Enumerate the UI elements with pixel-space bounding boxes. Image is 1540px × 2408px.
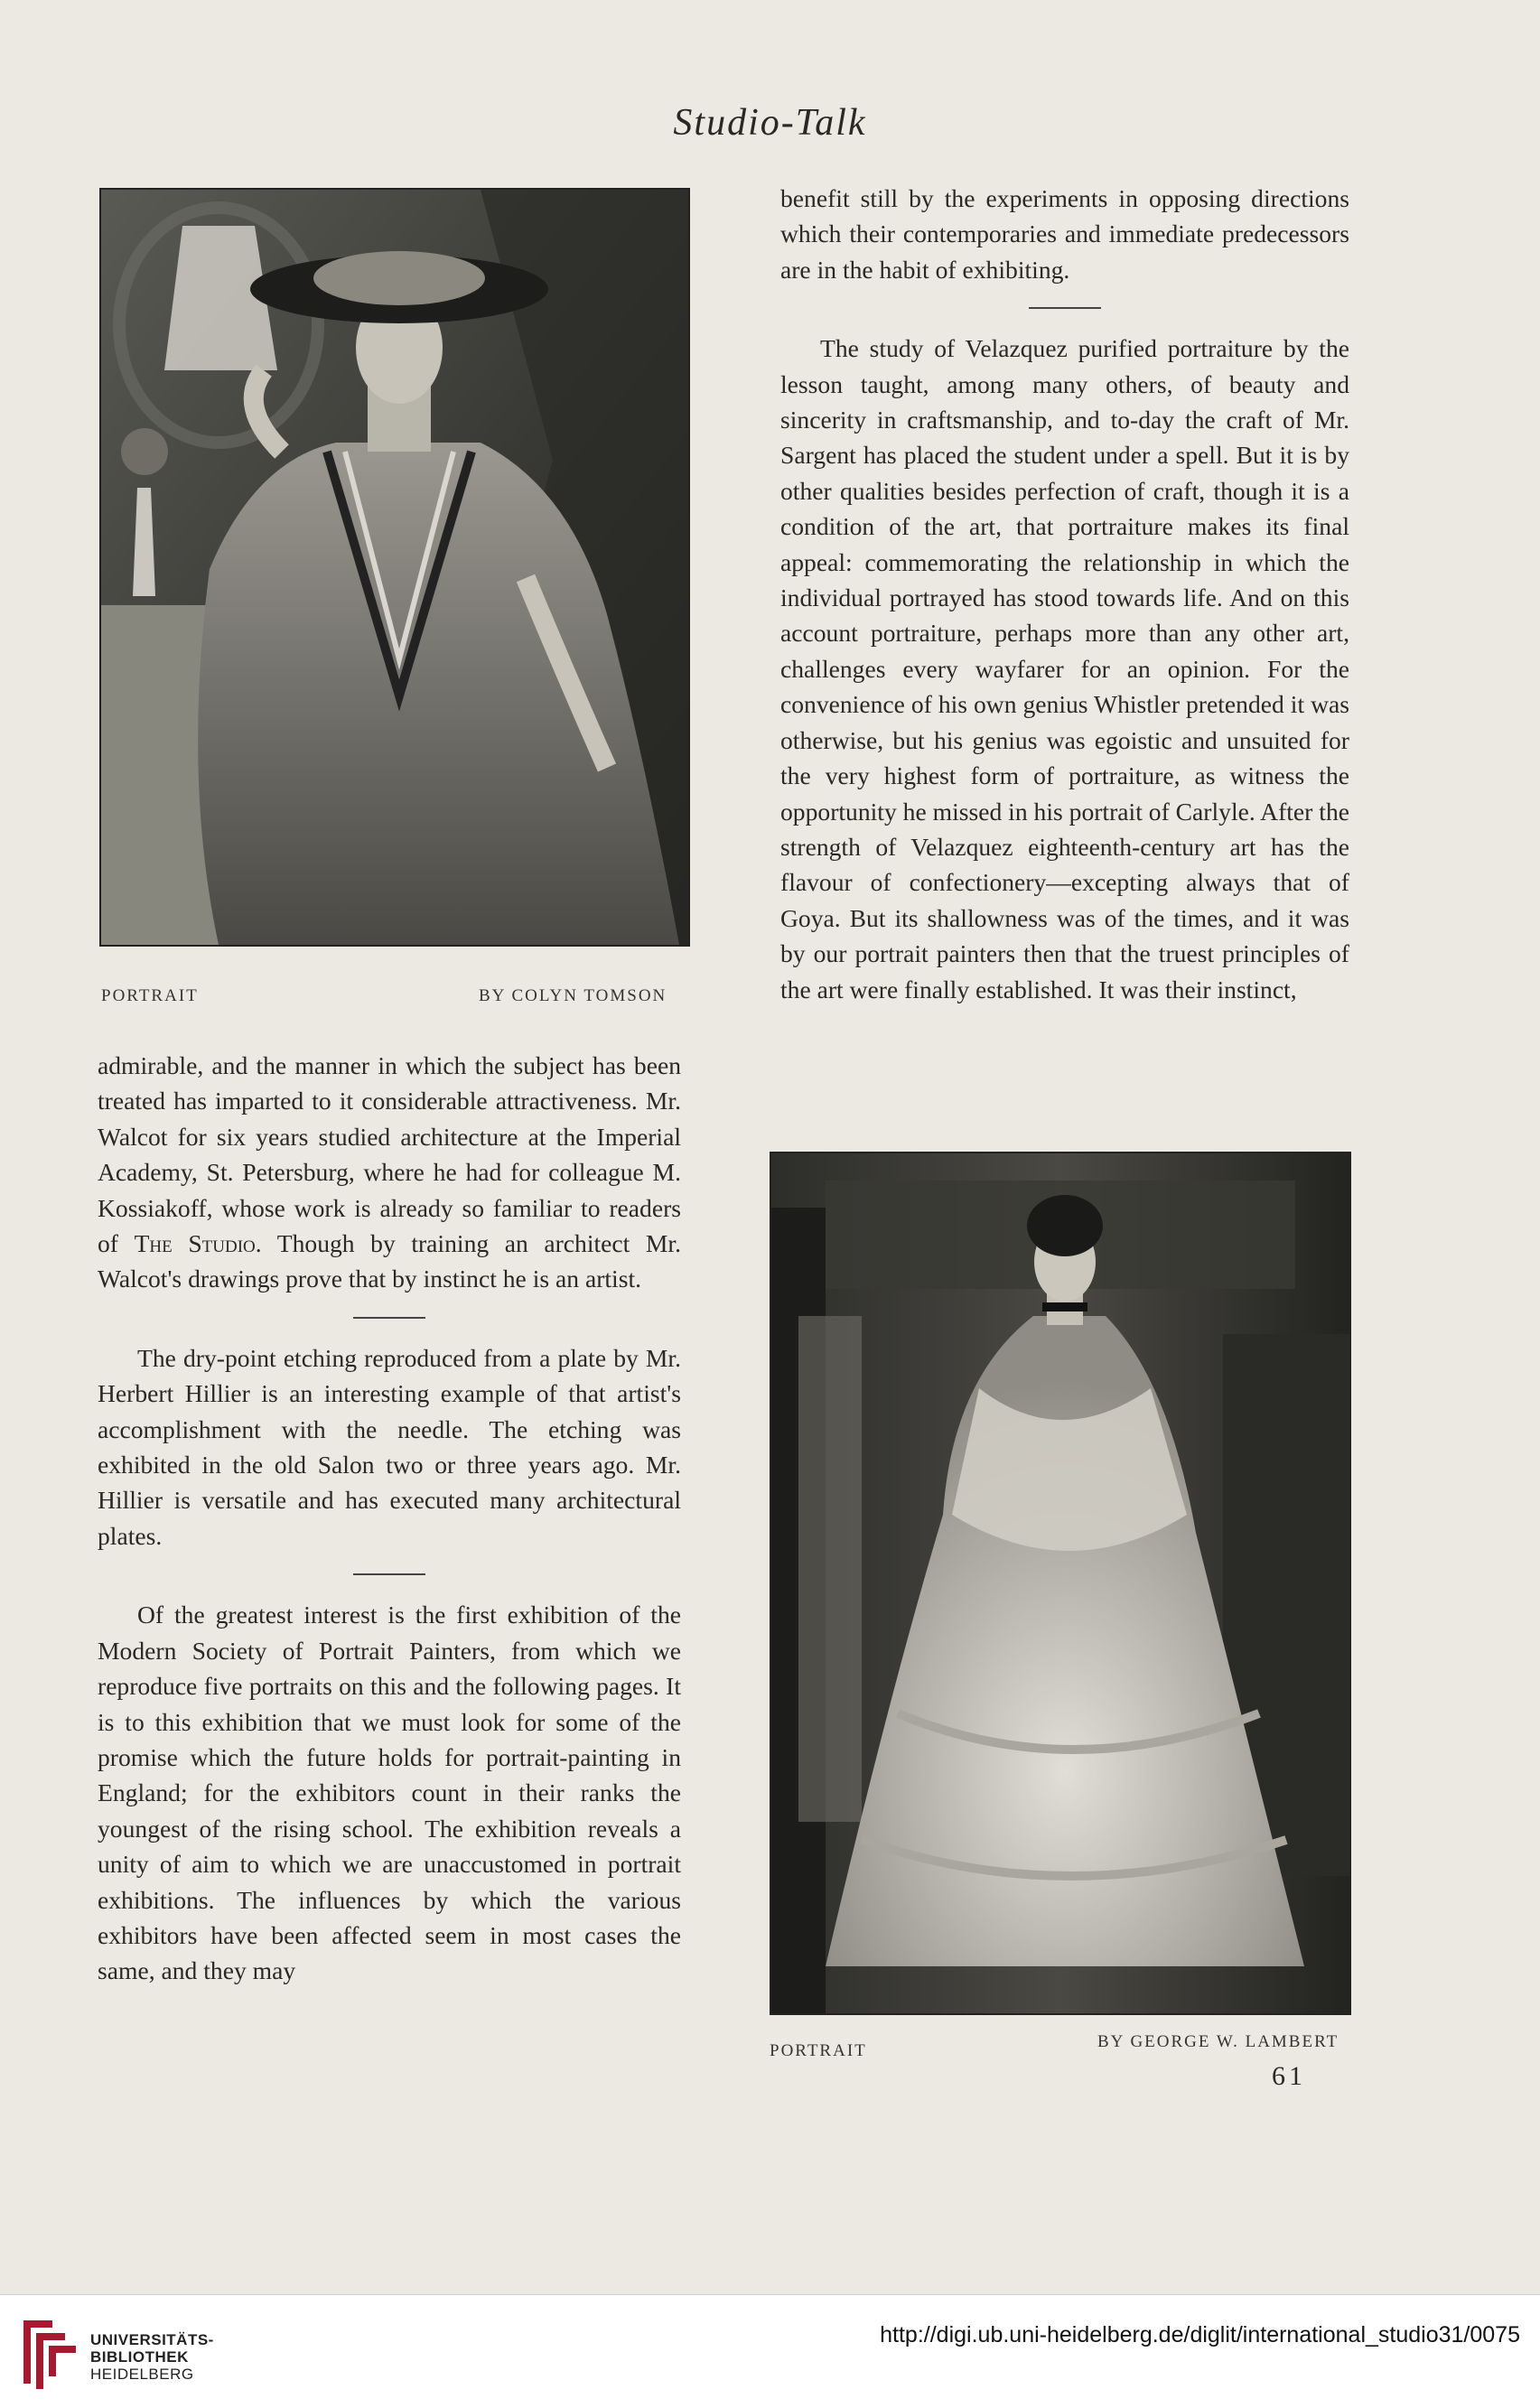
library-name: UNIVERSITÄTS- BIBLIOTHEK HEIDELBERG [90,2331,214,2383]
page-number: 61 [1272,2061,1306,2091]
figure-1-caption-title: PORTRAIT [101,986,199,1005]
figure-2-caption-title: PORTRAIT [770,2041,867,2060]
left-text-column [98,1048,681,1989]
paragraph: The study of Velazquez purified portraiture by the lesson taught, among many others, of beauty and sincerity in craftsmanship, and to-day the craft of Mr. Sargent has placed the student under a spell. But it is by other qualities besides perfection of craft, though it is a condition of the art, that portraiture makes its final appeal: commemorating the relationship in which the individual portrayed has stood towards life. And on this account portraiture, perhaps more than any other art, challenges every wayfarer for an opinion. For the convenience of his own genius Whistler pretended it was otherwise, but his genius was egoistic and unsuited for the very highest form of portraiture, as witness the opportunity he missed in his portrait of Carlyle. After the strength of Velazquez eighteenth-century art has the flavour of confectionery—excepting always that of Goya. But its shallowness was of the times, and it was by our portrait painters then that the truest principles of the art were finally established. It was their instinct, [780,334,1349,1003]
section-divider [353,1317,425,1319]
paragraph: benefit still by the experiments in opposing directions which their contemporaries and immediate predecessors are in the habit of exhibiting. [780,184,1349,284]
portrait-lambert-image [770,1152,1351,2015]
section-divider [1029,307,1101,309]
source-url-link[interactable]: http://digi.ub.uni-heidelberg.de/diglit/international_studio31/0075 [880,2322,1520,2347]
digitization-footer [0,2294,1540,2408]
running-title: Studio-Talk [673,102,867,144]
figure-1-caption-artist: BY COLYN TOMSON [479,986,667,1005]
portrait-tomson-image [99,188,690,947]
figure-2-caption-artist: BY GEORGE W. LAMBERT [1097,2032,1339,2051]
paragraph: The dry-point etching reproduced from a plate by Mr. Herbert Hillier is an interesting example of that artist's accomplishment with the needle. The etching was exhibited in the old Salon two or three years ago. Mr. Hillier is versatile and has executed many architectural plates. [98,1343,681,1550]
paragraph: admirable, and the manner in which the subject has been treated has imparted to it considerable attractiveness. Mr. Walcot for six years studied architecture at the Imperial Academy, St. Petersburg, where he had for colleague M. Kossiakoff, whose work is already so familiar to readers of The Studio. Though by training an architect Mr. Walcot's drawings prove that by instinct he is an artist. [98,1051,681,1293]
section-divider [353,1573,425,1575]
paragraph: Of the greatest interest is the first exhibition of the Modern Society of Portrait Painters, from which we reproduce five portraits on this and the following pages. It is to this exhibition that we must look for some of the promise which the future holds for portrait-painting in England; for the exhibitors count in their ranks the youngest of the rising school. The exhibition reveals a unity of aim to which we are unaccustomed in portrait exhibitions. The influences by which the various exhibitors have been affected seem in most cases the same, and they may [98,1601,681,1985]
right-text-column [780,181,1349,1007]
university-library-logo-icon [16,2311,81,2393]
